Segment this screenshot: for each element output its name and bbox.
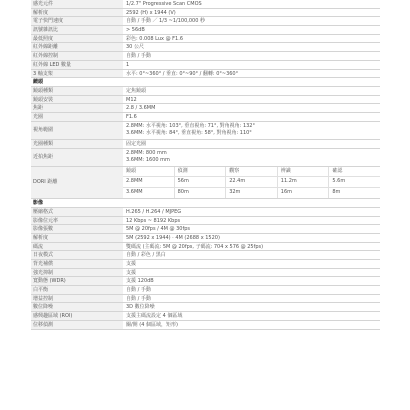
spec-value: 定焦鏡頭 (126, 87, 147, 94)
spec-row (31, 0, 380, 9)
spec-value: 自動 / 手動 (126, 295, 151, 302)
spec-label: 紅外線 LED 數量 (31, 61, 123, 69)
spec-row (31, 243, 380, 252)
spec-value: 自動 / 彩色 / 黑白 (126, 252, 166, 259)
spec-label: 寬動態 (WDR) (31, 277, 123, 285)
dori-cell: 3.6MM (126, 188, 143, 195)
spec-value: 自動 / 手動 (126, 287, 151, 294)
spec-value-line: 3.6MM: 水平視角: 84°, 垂直視角: 58°, 對角視角: 110° (126, 130, 252, 137)
dori-cell: 8m (328, 188, 380, 199)
spec-label: 鏡頭種類 (31, 87, 123, 95)
spec-row (31, 17, 380, 26)
spec-row (31, 26, 380, 35)
spec-value: 支援 120dB (126, 278, 154, 285)
dori-cell: 80m (174, 188, 226, 199)
spec-value: 30 公尺 (126, 44, 144, 51)
spec-value: 2.8 / 3.6MM (126, 105, 156, 112)
dori-header-cell: 偵測 (174, 167, 226, 177)
spec-value: F1.6 (126, 113, 137, 120)
spec-row (31, 140, 380, 149)
spec-label: 光圈種類 (31, 140, 123, 148)
spec-row (31, 122, 380, 140)
spec-value: 3D 數位降噪 (126, 304, 155, 311)
spec-value: 彩色: 0.008 Lux @ F1.6 (126, 35, 184, 42)
spec-row (31, 52, 380, 61)
spec-value: 關/開 (4 個區域，矩形) (126, 321, 178, 328)
dori-cell: 32m (225, 188, 277, 199)
spec-label: 電子快門速度 (31, 17, 123, 25)
spec-row (31, 225, 380, 234)
spec-label: 解析度 (31, 234, 123, 242)
spec-row (31, 269, 380, 278)
spec-row (31, 104, 380, 113)
spec-label: 近拍焦距 (31, 149, 123, 166)
spec-row (31, 87, 380, 96)
spec-value: > 56dB (126, 27, 145, 34)
spec-row (31, 208, 380, 217)
spec-row (31, 35, 380, 44)
dori-cell: 2.8MM (126, 178, 143, 185)
spec-value-line: 3.6MM: 1600 mm (126, 157, 170, 164)
spec-row (31, 295, 380, 304)
spec-value: 自動 / 手動 ／ 1/3 ~1/100,000 秒 (126, 18, 205, 25)
spec-label: 強光抑制 (31, 269, 123, 277)
spec-label: 壓縮格式 (31, 208, 123, 216)
spec-row (31, 43, 380, 52)
spec-label: 增益控制 (31, 295, 123, 303)
spec-row (31, 234, 380, 243)
spec-label: 影像張數 (31, 225, 123, 233)
spec-value: 雙碼流 (主碼流: 5M @ 20fps, 子碼流: 704 x 576 @ 25fps) (126, 243, 264, 250)
spec-value: M12 (126, 96, 137, 103)
spec-value: 1/2.7" Progressive Scan CMOS (126, 1, 202, 7)
spec-value: 支援主碼流設定 4 個區域 (126, 313, 183, 320)
section-title: 影像 (31, 199, 380, 208)
dori-cell: 56m (174, 177, 226, 187)
spec-label: 感光元件 (31, 0, 123, 8)
spec-row (31, 167, 380, 200)
spec-label: 影像位元率 (31, 217, 123, 225)
spec-row (31, 312, 380, 321)
spec-value (123, 122, 380, 139)
spec-label: 焦距 (31, 104, 123, 112)
spec-label: 紅外線控制 (31, 52, 123, 60)
spec-value: 支援 (126, 261, 137, 267)
dori-header-cell: 辨識 (277, 167, 329, 177)
spec-label: 碼流 (31, 243, 123, 251)
spec-label: 數位降噪 (31, 303, 123, 311)
spec-label: 光圈 (31, 113, 123, 121)
spec-label: 背光補償 (31, 260, 123, 268)
spec-label: 解析度 (31, 9, 123, 17)
dori-header-cell: 鏡頭 (126, 167, 137, 174)
spec-label: 日夜模式 (31, 251, 123, 259)
dori-row (123, 177, 380, 188)
spec-label: 位移偵測 (31, 321, 123, 329)
spec-row (31, 113, 380, 122)
spec-row (31, 149, 380, 167)
dori-header-cell: 觀察 (225, 167, 277, 177)
spec-label: 訊號雜訊比 (31, 26, 123, 34)
spec-value: 自動 / 手動 (126, 53, 151, 60)
spec-label: 鏡頭安裝 (31, 96, 123, 104)
spec-sheet (31, 0, 380, 330)
spec-row (31, 9, 380, 18)
spec-value-line: 2.8MM: 水平視角: 103°, 垂直視角: 71°, 對角視角: 132° (126, 122, 255, 129)
spec-value: 5M (2592 x 1944) · 4M (2688 x 1520) (126, 234, 220, 241)
spec-value: 1 (126, 61, 130, 68)
spec-row (31, 61, 380, 70)
dori-header-cell: 確認 (328, 167, 380, 177)
spec-row (31, 321, 380, 330)
spec-row (31, 96, 380, 105)
spec-label: 視角範圍 (31, 122, 123, 139)
dori-cell: 5.6m (328, 177, 380, 187)
spec-label: 白平衡 (31, 286, 123, 294)
dori-cell: 22.4m (225, 177, 277, 187)
spec-value: 支援 (126, 269, 137, 276)
spec-value-line: 2.8MM: 800 mm (126, 149, 167, 156)
spec-value: 2592 (H) x 1944 (V) (126, 9, 176, 16)
spec-value: H.265 / H.264 / MJPEG (126, 208, 182, 215)
spec-row (31, 251, 380, 260)
dori-cell: 16m (277, 188, 329, 199)
spec-value: 5M @ 20fps / 4M @ 30fps (126, 226, 191, 233)
spec-value: 12 Kbps ~ 8192 Kbps (126, 217, 181, 224)
spec-label: 3 軸支架 (31, 70, 123, 78)
spec-row (31, 286, 380, 295)
spec-label: 紅外線距離 (31, 43, 123, 51)
section-title: 鏡頭 (31, 78, 380, 87)
dori-header-row (123, 167, 380, 178)
dori-cell: 11.2m (277, 177, 329, 187)
spec-label: 感興趣區域 (ROI) (31, 312, 123, 320)
spec-value: 固定光圈 (126, 140, 147, 147)
spec-label: 最低照度 (31, 35, 123, 43)
spec-row (31, 277, 380, 286)
spec-label: DORI 距離 (31, 167, 123, 199)
spec-value: 水平: 0°~360° / 垂直: 0°~90° / 翻轉: 0°~360° (126, 70, 239, 77)
spec-row (31, 70, 380, 79)
spec-row (31, 260, 380, 269)
spec-row (31, 217, 380, 226)
spec-value (123, 149, 380, 166)
spec-row (31, 303, 380, 312)
dori-table (123, 167, 380, 199)
dori-row (123, 188, 380, 199)
